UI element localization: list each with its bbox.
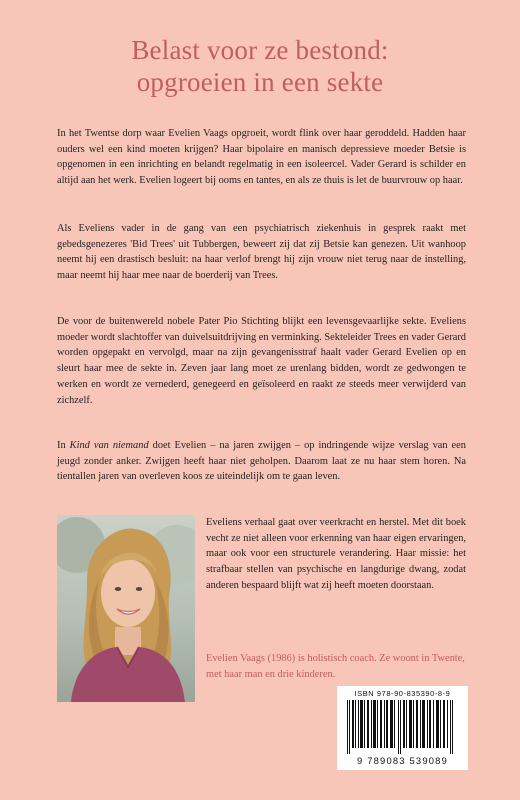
blurb-paragraph-2: Als Eveliens vader in de gang van een psychiatrisch ziekenhuis in gesprek raakt met gebedsgenezeres 'Bid Trees' uit Tubbergen, beweert zij dat zij Betsie kan genezen. Uit wanhoop neemt hij een drastisch besluit: na haar verlof brengt hij zijn vrouw niet terug naar de instelling, maar neemt hij haar mee naar de boerderij van Trees. (57, 223, 466, 282)
p4-intro: In (57, 440, 70, 451)
isbn-barcode-block (337, 686, 468, 770)
barcode-digits: 9 789083 539089 (357, 755, 448, 766)
blurb-paragraph-3: De voor de buitenwereld nobele Pater Pio Stichting blijkt een levensgevaarlijke sekte. Eveliens moeder wordt slachtoffer van duivelsuitdrijving en verminking. Sekteleider Trees en vader Gerard worden opgepakt en vervolgd, maar na zijn gevangenisstraf haalt vader Gerard Evelien op en sleurt haar mee de sekte in. Zeven jaar lang moet ze urenlang bidden, wordt ze gedwongen te werken en wordt ze vernederd, genegeerd en geïsoleerd en raakt ze steeds meer verwijderd van zichzelf. (57, 316, 466, 406)
author-bio: Evelien Vaags (1986) is holistisch coach. Ze woont in Twente, met haar man en drie kinderen. (206, 653, 465, 680)
blurb-paragraph-1: In het Twentse dorp waar Evelien Vaags opgroeit, wordt flink over haar geroddeld. Hadden haar ouders wel een kind moeten krijgen? Haar bipolaire en manisch depressieve moeder Betsie is opgenomen in een inrichting en belandt regelmatig in een isoleercel. Vader Gerard is schilder en altijd aan het werk. Evelien logeert bij ooms en tantes, en als ze thuis is let de buurvrouw op haar. (57, 128, 466, 187)
title-line-1: Belast voor ze bestond: (131, 35, 389, 65)
blurb-paragraph-4 (57, 438, 466, 485)
author-photo (57, 515, 195, 702)
author-mission-text: Eveliens verhaal gaat over veerkracht en herstel. Met dit boek vecht ze niet alleen voor erkenning van haar eigen ervaringen, maar ook voor een structurele verandering. Haar missie: het strafbaar stellen van psychische en langdurige dwang, zodat anderen bespaard blijft wat zij heeft moeten doorstaan. (206, 517, 466, 591)
book-title-inline: Kind van niemand (69, 440, 149, 451)
barcode-icon (343, 700, 462, 754)
book-title (0, 34, 520, 98)
isbn-label: ISBN 978-90-835390-8-9 (354, 689, 451, 698)
title-line-2: opgroeien in een sekte (136, 67, 384, 97)
p4-body: doet Evelien – na jaren zwijgen – op indringende wijze verslag van een jeugd zonder anker. Zwijgen heeft haar niet geholpen. Daarom laat ze nu haar stem horen. Na tientallen jaren van overleven koos ze uiteindelijk om te gaan leven. (57, 440, 466, 483)
author-portrait-illustration (57, 515, 195, 702)
